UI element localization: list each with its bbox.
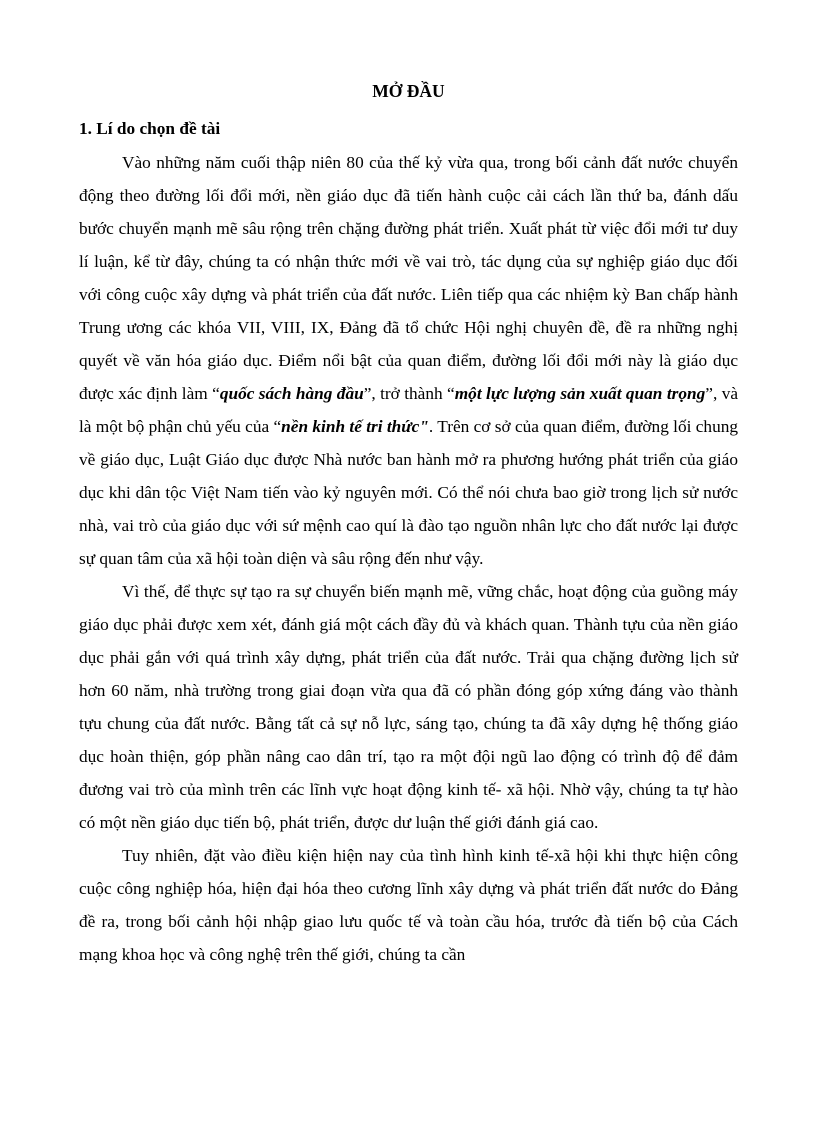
paragraph-1-text-a: Vào những năm cuối thập niên 80 của thế kỷ vừa qua, trong bối cảnh đất nước chuyển động theo đường lối đổi mới, nền giáo dục đã tiến hành cuộc cải cách lần thứ ba, đánh dấu bước chuyển mạnh mẽ sâu rộng trên chặng đường phát triển. Xuất phát từ việc đổi mới tư duy lí luận, kể từ đây, chúng ta có nhận thức mới về vai trò, tác dụng của sự nghiệp giáo dục đối với công cuộc xây dựng và phát triển của đất nước. Liên tiếp qua các nhiệm kỳ Ban chấp hành Trung ương các khóa VII, VIII, IX, Đảng đã tổ chức Hội nghị chuyên đề, đề ra những nghị quyết về văn hóa giáo dục. Điểm nổi bật của quan điểm, đường lối đổi mới này là giáo dục được xác định làm “ <box>79 153 738 403</box>
section-heading: 1. Lí do chọn đề tài <box>79 119 221 138</box>
emphasis-quoc-sach: quốc sách hàng đầu <box>219 384 364 403</box>
page-title: MỞ ĐẦU <box>372 81 445 101</box>
paragraph-1-text-b: ”, trở thành “ <box>363 384 455 403</box>
paragraph-1 <box>79 146 738 575</box>
emphasis-kinh-te-tri-thuc: nền kinh tế tri thức" <box>281 417 429 436</box>
paragraph-3: Tuy nhiên, đặt vào điều kiện hiện nay của tình hình kinh tế-xã hội khi thực hiện công cuộc công nghiệp hóa, hiện đại hóa theo cương lĩnh xây dựng và phát triển đất nước do Đảng đề ra, trong bối cảnh hội nhập giao lưu quốc tế và toàn cầu hóa, trước đà tiến bộ của Cách mạng khoa học và công nghệ trên thế giới, chúng ta cần <box>79 846 738 964</box>
emphasis-luc-luong-san-xuat: một lực lượng sản xuất quan trọng <box>454 384 706 403</box>
document-page <box>79 74 738 971</box>
paragraph-1-text-d: . Trên cơ sở của quan điểm, đường lối chung về giáo dục, Luật Giáo dục được Nhà nước ban hành mở ra phương hướng phát triển của giáo dục khi dân tộc Việt Nam tiến vào kỷ nguyên mới. Có thể nói chưa bao giờ trong lịch sử nước nhà, vai trò của giáo dục với sứ mệnh cao quí là đào tạo nguồn nhân lực cho đất nước lại được sự quan tâm của xã hội toàn diện và sâu rộng đến như vậy. <box>79 417 738 568</box>
paragraph-1-text-c: ”, và là một bộ phận chủ yếu của “ <box>79 384 739 436</box>
paragraph-2: Vì thế, để thực sự tạo ra sự chuyển biến mạnh mẽ, vững chắc, hoạt động của guồng máy giáo dục phải được xem xét, đánh giá một cách đầy đủ và khách quan. Thành tựu của nền giáo dục phải gắn với quá trình xây dựng, phát triển của đất nước. Trải qua chặng đường lịch sử hơn 60 năm, nhà trường trong giai đoạn vừa qua đã có phần đóng góp xứng đáng vào thành tựu chung của đất nước. Bằng tất cả sự nỗ lực, sáng tạo, chúng ta đã xây dựng hệ thống giáo dục hoàn thiện, góp phần nâng cao dân trí, tạo ra một đội ngũ lao động có trình độ để đảm đương vai trò của mình trên các lĩnh vực hoạt động kinh tế- xã hội. Nhờ vậy, chúng ta tự hào có một nền giáo dục tiến bộ, phát triển, được dư luận thế giới đánh giá cao. <box>79 582 738 832</box>
